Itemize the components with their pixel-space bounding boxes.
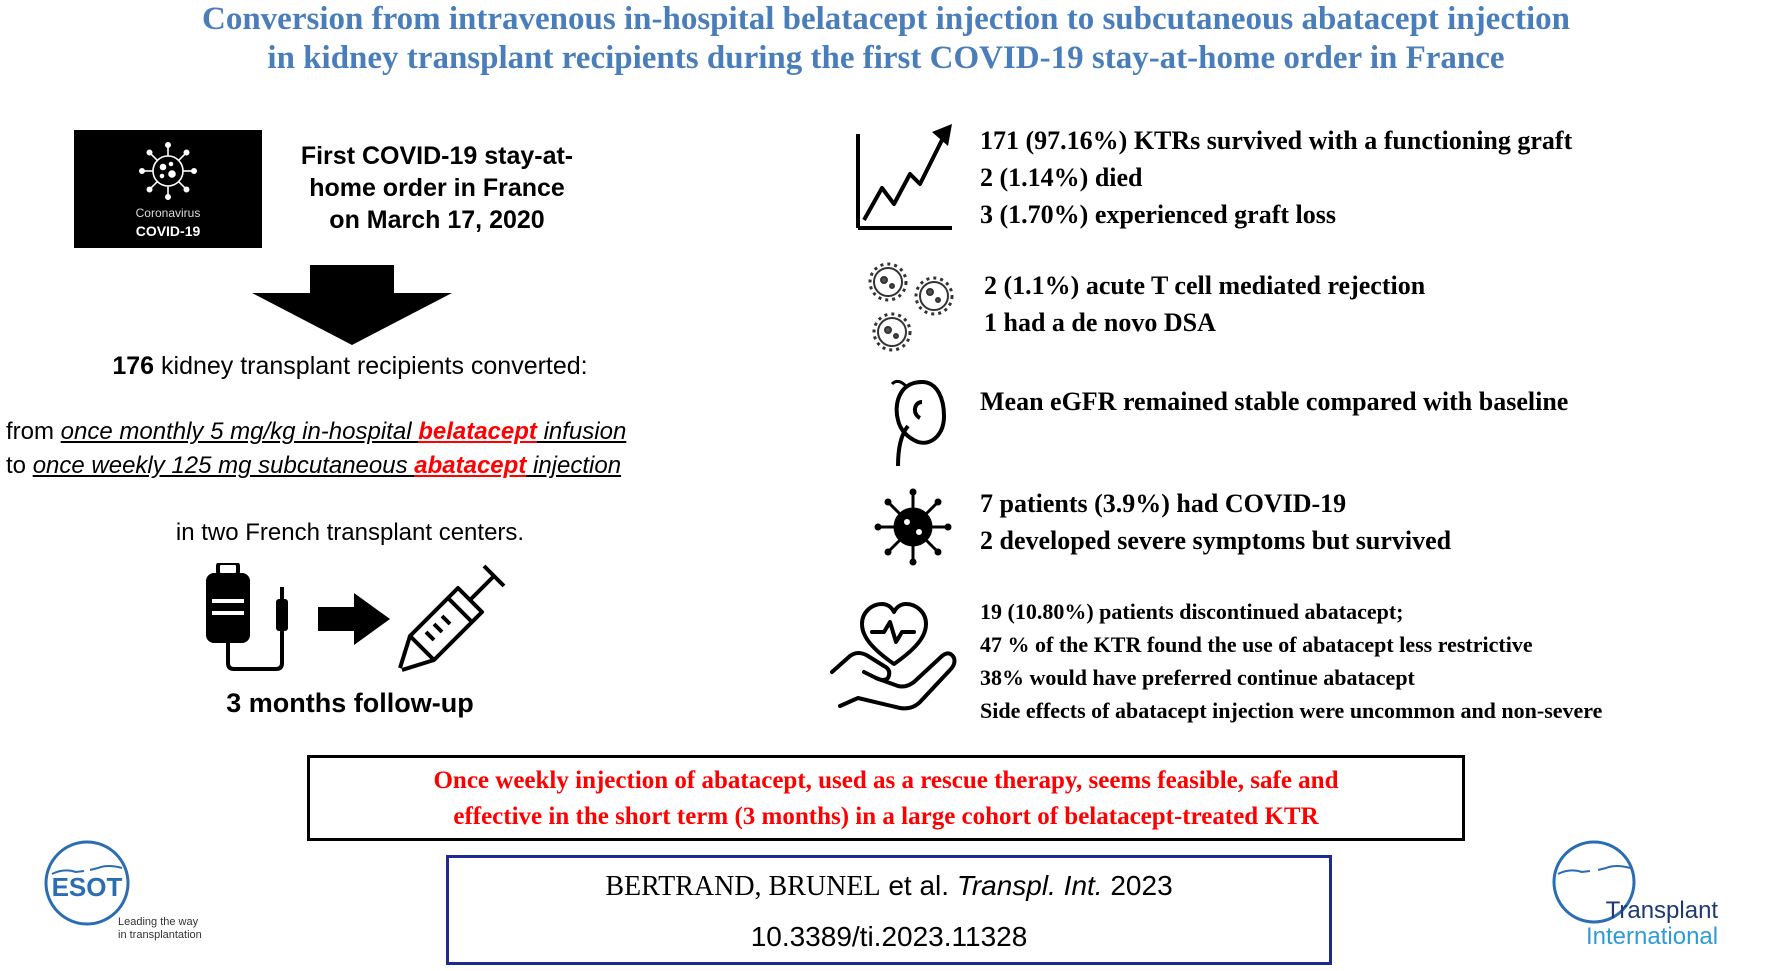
citation-etal: et al.	[880, 870, 957, 901]
to-suffix: injection	[526, 452, 622, 479]
stay-at-home-order	[285, 140, 589, 236]
page-title	[0, 0, 1772, 78]
rejection-line-2: 1 had a de novo DSA	[984, 308, 1216, 337]
egfr-outcome: Mean eGFR remained stable compared with baseline	[980, 387, 1569, 416]
survival-outcomes	[980, 122, 1572, 233]
to-regimen	[6, 452, 621, 480]
order-line-2: home order in France	[309, 174, 565, 202]
conclusion-line-1: Once weekly injection of abatacept, used as a rescue therapy, seems feasible, safe and	[433, 767, 1339, 794]
esot-logo	[42, 838, 222, 968]
kidney-icon	[888, 376, 948, 468]
right-arrow-icon	[318, 593, 390, 645]
from-prefix: from	[6, 418, 61, 445]
esot-tagline-1: Leading the way	[118, 916, 199, 928]
t-cells-icon	[866, 262, 956, 354]
esot-tagline-2: in transplantation	[118, 929, 202, 941]
tolerance-line-4: Side effects of abatacept injection were uncommon and non-severe	[980, 698, 1603, 723]
title-line-1: Conversion from intravenous in-hospital belatacept injection to subcutaneous abatacept injection	[202, 1, 1570, 37]
order-line-3: on March 17, 2020	[329, 206, 545, 234]
ti-line-1: Transplant	[1605, 897, 1719, 924]
esot-tagline	[118, 916, 202, 942]
iv-bag-icon	[200, 563, 304, 673]
belatacept-label: belatacept	[418, 418, 537, 445]
covid-badge-label-2: COVID-19	[135, 223, 201, 239]
title-line-2: in kidney transplant recipients during the first COVID-19 stay-at-home order in France	[267, 40, 1505, 76]
covid-line-2: 2 developed severe symptoms but survived	[980, 526, 1452, 555]
conclusion-line-2: effective in the short term (3 months) in a large cohort of belatacept-treated KTR	[453, 803, 1319, 830]
survival-line-1: 171 (97.16%) KTRs survived with a functioning graft	[980, 126, 1573, 155]
to-regimen-text: once weekly 125 mg subcutaneous	[32, 452, 415, 479]
ti-line-2: International	[1586, 923, 1719, 950]
covid-badge	[74, 130, 262, 248]
to-prefix: to	[6, 452, 33, 479]
abatacept-label: abatacept	[414, 452, 527, 479]
citation-box	[446, 855, 1332, 965]
transplant-international-logo	[1538, 838, 1768, 968]
survival-line-2: 2 (1.14%) died	[980, 163, 1143, 192]
tolerance-outcomes	[980, 595, 1602, 727]
tolerance-line-2: 47 % of the KTR found the use of abatacept less restrictive	[980, 632, 1533, 657]
covid-outcomes	[980, 485, 1451, 559]
syringe-icon	[398, 560, 510, 672]
cohort-summary	[0, 352, 700, 381]
rejection-outcomes	[984, 267, 1425, 341]
survival-line-3: 3 (1.70%) experienced graft loss	[980, 200, 1336, 229]
ti-name	[1586, 898, 1718, 950]
covid-badge-label-1: Coronavirus	[135, 206, 201, 220]
heart-in-hand-icon	[828, 594, 958, 714]
cohort-count: 176	[112, 352, 155, 380]
tolerance-line-1: 19 (10.80%) patients discontinued abatacept;	[980, 599, 1404, 624]
centers-text: in two French transplant centers.	[175, 519, 525, 546]
citation-year: 2023	[1102, 870, 1173, 901]
order-line-1: First COVID-19 stay-at-	[300, 142, 574, 170]
followup-label: 3 months follow-up	[226, 688, 474, 718]
citation-authors: BERTRAND, BRUNEL	[605, 871, 881, 902]
coronavirus-icon	[138, 140, 198, 202]
down-arrow-icon	[252, 265, 452, 345]
esot-name: ESOT	[51, 872, 123, 902]
citation-doi[interactable]: 10.3389/ti.2023.11328	[750, 921, 1028, 952]
from-suffix: infusion	[536, 418, 627, 445]
covid-line-1: 7 patients (3.9%) had COVID-19	[980, 489, 1347, 518]
trend-chart-icon	[852, 122, 956, 234]
cohort-text: kidney transplant recipients converted:	[154, 352, 588, 380]
from-regimen-text: once monthly 5 mg/kg in-hospital	[60, 418, 419, 445]
from-regimen	[6, 418, 626, 446]
citation-reference	[449, 861, 1329, 912]
tolerance-line-3: 38% would have preferred continue abatacept	[980, 665, 1415, 690]
citation-journal: Transpl. Int.	[956, 870, 1103, 901]
conclusion-box	[307, 755, 1465, 841]
virus-icon	[874, 488, 952, 566]
rejection-line-1: 2 (1.1%) acute T cell mediated rejection	[984, 271, 1426, 300]
